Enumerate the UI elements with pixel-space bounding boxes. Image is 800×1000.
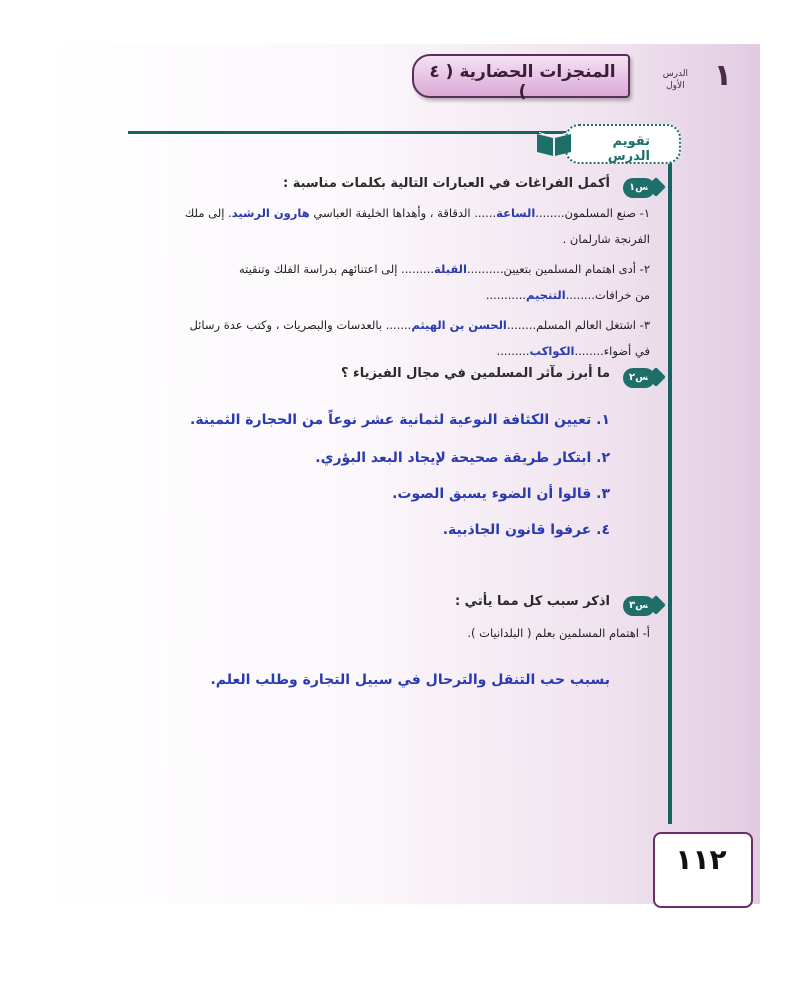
question-2-heading: ما أبرز مآثر المسلمين في مجال الفيزياء ؟ (340, 366, 610, 381)
q1-item-2-text-b: إلى اعتنائهم بدراسة الفلك وتنقيته (238, 262, 398, 276)
question-3-heading: اذكر سبب كل مما يأتي : (454, 594, 610, 609)
question-2-badge: س٢ (623, 368, 655, 388)
question-3-badge: س٣ (623, 596, 655, 616)
q1-item-3-line-2: في أضواء........الكواكب......... (496, 344, 650, 358)
q2-answer-1: ١. تعيين الكثافة النوعية لثمانية عشر نوعاً من الحجارة الثمينة. (190, 412, 610, 428)
q1-item-3-text-b: بالعدسات والبصريات ، وكتب عدة رسائل (189, 318, 383, 332)
q1-item-1-answer-1: الساعة (496, 206, 536, 220)
lesson-label-line2: الأول (666, 81, 685, 91)
page-background (45, 44, 760, 904)
q1-item-3: ٣- اشتغل العالم المسلم........الحسن بن الهيثم....... بالعدسات والبصريات ، وكتب عدة رسائل (189, 318, 650, 332)
q1-item-1-line-2: الفرنجة شارلمان . (562, 232, 650, 246)
question-1-heading: أكمل الفراغات في العبارات التالية بكلمات مناسبة : (282, 176, 610, 191)
q1-item-3-num: ٣- (639, 318, 650, 332)
lesson-label (663, 68, 688, 92)
question-1-badge: س١ (623, 178, 655, 198)
q1-item-3-text-a: اشتغل العالم المسلم (536, 318, 636, 332)
lesson-label-line1: الدرس (662, 69, 688, 79)
q1-item-1-answer-2: هارون الرشيد (231, 206, 310, 220)
q1-item-2-num: ٢- (639, 262, 650, 276)
q1-item-1-text-a: صنع المسلمون (564, 206, 636, 220)
q2-answer-2: ٢. ابتكار طريقة صحيحة لإيجاد البعد البؤري. (315, 450, 610, 466)
q3-answer: بسبب حب التنقل والترحال في سبيل التجارة وطلب العلم. (210, 672, 610, 688)
q1-item-2-answer-1: القبلة (434, 262, 467, 276)
q1-item-1-blank: ........ (535, 206, 565, 220)
book-icon (533, 124, 575, 160)
page-title: المنجزات الحضارية ( ٤ ) (429, 62, 616, 102)
q1-item-3-text-c: في أضواء (603, 344, 650, 358)
q2-answer-4: ٤. عرفوا قانون الجاذبية. (442, 522, 610, 538)
q2-answer-3: ٣. قالوا أن الضوء يسبق الصوت. (392, 486, 610, 502)
q1-item-2-line-2: من خرافات........التنجيم........... (485, 288, 650, 302)
q1-item-2-answer-2: التنجيم (526, 288, 566, 302)
q1-item-2-text-c: من خرافات (594, 288, 650, 302)
q1-item-2: ٢- أدى اهتمام المسلمين بتعيين..........القبلة......... إلى اعتنائهم بدراسة الفلك وتنقيته (238, 262, 650, 276)
lesson-number: ١ (713, 58, 732, 93)
q3-item-a: أ- اهتمام المسلمين بعلم ( البلدانيات ). (467, 626, 650, 640)
section-title: تقويم الدرس (607, 134, 650, 164)
q1-item-1: ١- صنع المسلمون........الساعة...... الدقاقة ، وأهداها الخليفة العباسي هارون الرشيد. إلى ملك (184, 206, 650, 220)
q1-item-1-text-c: . إلى ملك (184, 206, 232, 220)
q1-item-1-text-b: الدقاقة ، وأهداها الخليفة العباسي (313, 206, 471, 220)
q1-item-1-num: ١- (639, 206, 650, 220)
vertical-rule (668, 134, 672, 824)
q1-item-2-text-a: أدى اهتمام المسلمين بتعيين (503, 262, 636, 276)
q1-item-3-answer-2: الكواكب (529, 344, 575, 358)
page-number: ١١٢ (675, 843, 727, 876)
q1-item-3-answer-1: الحسن بن الهيثم (411, 318, 507, 332)
